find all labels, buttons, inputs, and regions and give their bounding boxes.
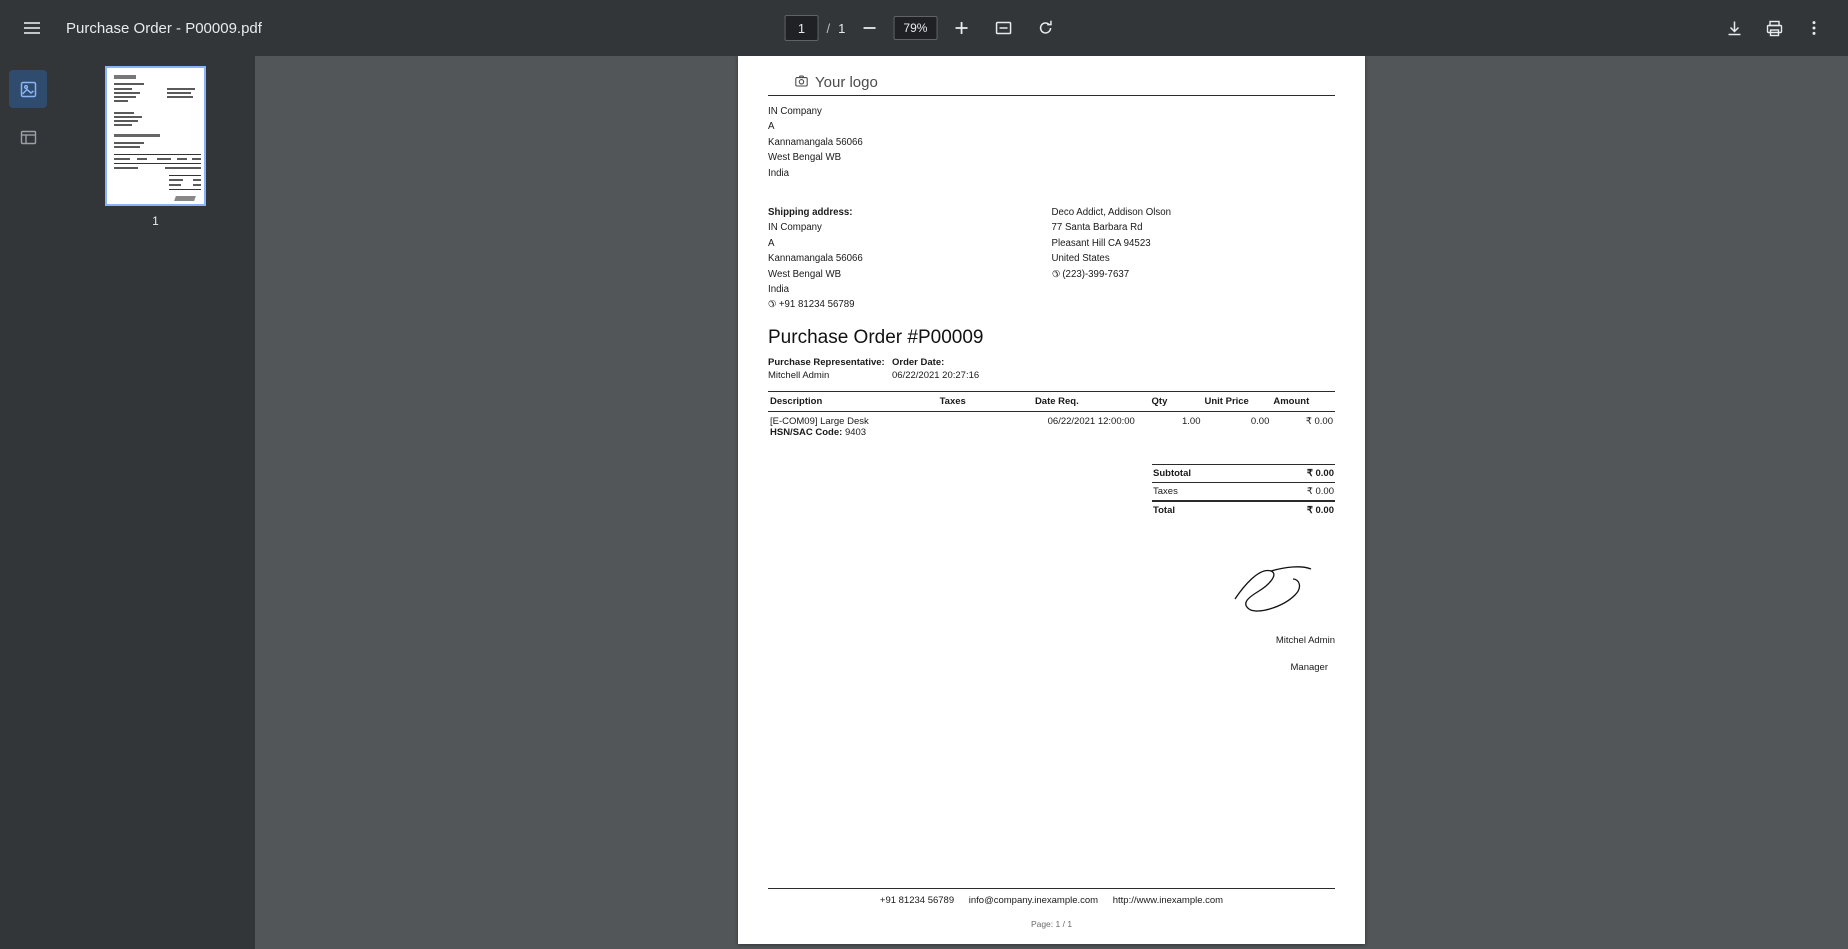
- item-hsn: [770, 427, 936, 438]
- totals-block: [1152, 464, 1335, 519]
- footer-website: http://www.inexample.com: [1112, 895, 1224, 906]
- toolbar-right-group: [1716, 10, 1848, 46]
- document-title: Purchase Order - P00009.pdf: [66, 19, 262, 37]
- line-items-table: [768, 391, 1335, 442]
- customer-address-block: [1052, 205, 1336, 313]
- th-date-req: Date Req.: [1033, 391, 1150, 411]
- address-columns: [768, 205, 1335, 313]
- customer-line: Deco Addict, Addison Olson: [1051, 207, 1172, 219]
- customer-line: United States: [1051, 253, 1110, 265]
- th-taxes: Taxes: [938, 391, 1033, 411]
- signature-image: [1215, 561, 1335, 621]
- zoom-level-value[interactable]: 79%: [893, 16, 937, 40]
- signature-block: [1152, 561, 1335, 673]
- print-icon[interactable]: [1756, 10, 1792, 46]
- customer-phone-row: [1052, 267, 1336, 282]
- pdf-viewer-canvas[interactable]: [255, 56, 1848, 949]
- footer-page-number: Page: 1 / 1: [1030, 919, 1073, 929]
- document-outline-icon[interactable]: [9, 118, 47, 156]
- shipping-line: West Bengal WB: [768, 268, 842, 280]
- cell-unit-price: 0.00: [1250, 415, 1270, 427]
- total-row: [1152, 501, 1335, 519]
- signature-name: Mitchel Admin: [1275, 634, 1335, 646]
- taxes-row: [1152, 483, 1335, 501]
- logo-text: Your logo: [815, 74, 878, 91]
- cell-description: [768, 411, 938, 442]
- cell-taxes: [938, 411, 1033, 442]
- subtotal-label: Subtotal: [1153, 467, 1191, 479]
- more-vertical-icon[interactable]: [1796, 10, 1832, 46]
- order-meta-values: [768, 370, 1335, 381]
- thumbnail-panel: [56, 56, 255, 949]
- toolbar-left-group: [0, 10, 300, 46]
- shipping-line: Kannamangala 56066: [768, 253, 863, 265]
- customer-phone: (223)-399-7637: [1062, 268, 1130, 280]
- total-label: Total: [1153, 504, 1175, 516]
- page-navigation: [785, 15, 846, 41]
- zoom-out-icon[interactable]: [851, 10, 887, 46]
- order-meta-labels: [768, 357, 1335, 368]
- side-rail: [0, 56, 56, 949]
- table-row: [768, 411, 1335, 442]
- customer-line: Pleasant Hill CA 94523: [1051, 237, 1151, 249]
- thumbnail-view-icon[interactable]: [9, 70, 47, 108]
- rotate-icon[interactable]: [1027, 10, 1063, 46]
- order-date-value: 06/22/2021 20:27:16: [892, 369, 980, 381]
- camera-icon: [795, 75, 808, 90]
- company-line: West Bengal WB: [768, 152, 842, 164]
- customer-line: 77 Santa Barbara Rd: [1051, 222, 1143, 234]
- th-amount: Amount: [1271, 391, 1335, 411]
- company-logo: [768, 56, 1335, 91]
- shipping-line: IN Company: [768, 222, 822, 234]
- th-description: Description: [768, 391, 938, 411]
- order-date-label: Order Date:: [892, 356, 945, 368]
- page-footer: [768, 888, 1335, 906]
- fit-to-page-icon[interactable]: [985, 10, 1021, 46]
- cell-qty: 1.00: [1182, 415, 1201, 427]
- taxes-value: ₹ 0.00: [1306, 485, 1334, 497]
- cell-date-req: 06/22/2021 12:00:00: [1047, 415, 1135, 427]
- shipping-address-block: [768, 205, 1052, 313]
- page-number-input[interactable]: [785, 15, 819, 41]
- thumbnail-page-1[interactable]: [105, 66, 206, 206]
- page-separator: /: [826, 20, 831, 36]
- item-description: [E-COM09] Large Desk: [770, 415, 869, 427]
- th-unit-price: Unit Price: [1203, 391, 1272, 411]
- cell-amount: ₹ 0.00: [1305, 415, 1333, 427]
- footer-email: info@company.inexample.com: [968, 895, 1099, 906]
- header-divider: [768, 95, 1335, 96]
- company-address: [768, 104, 1335, 181]
- shipping-line: India: [768, 284, 790, 296]
- signature-role: Manager: [1290, 661, 1328, 673]
- footer-phone: +91 81234 56789: [879, 895, 955, 906]
- download-icon[interactable]: [1716, 10, 1752, 46]
- rep-value: Mitchell Admin: [768, 369, 830, 381]
- phone-icon: ✆: [768, 299, 777, 311]
- total-value: ₹ 0.00: [1306, 504, 1334, 516]
- toolbar-center-group: [785, 10, 1064, 46]
- zoom-in-icon[interactable]: [943, 10, 979, 46]
- purchase-order-title: Purchase Order #P00009: [768, 326, 984, 348]
- shipping-heading: Shipping address:: [768, 207, 853, 219]
- company-line: Kannamangala 56066: [768, 136, 863, 148]
- hamburger-menu-icon[interactable]: [14, 10, 50, 46]
- shipping-line: A: [768, 237, 775, 249]
- pdf-page: [738, 56, 1365, 944]
- th-qty: Qty: [1150, 391, 1203, 411]
- subtotal-value: ₹ 0.00: [1306, 467, 1334, 479]
- phone-icon: ✆: [1051, 268, 1060, 280]
- viewer-body: [0, 56, 1848, 949]
- thumbnail-item[interactable]: [105, 66, 206, 228]
- company-line: A: [768, 121, 775, 133]
- thumbnail-label: 1: [152, 214, 159, 228]
- taxes-label: Taxes: [1153, 485, 1178, 497]
- table-header-row: [768, 391, 1335, 411]
- rep-label: Purchase Representative:: [768, 356, 885, 368]
- pdf-toolbar: [0, 0, 1848, 56]
- shipping-phone: +91 81234 56789: [778, 299, 855, 311]
- company-line: India: [768, 167, 790, 179]
- company-line: IN Company: [768, 106, 822, 117]
- page-count: 1: [838, 20, 846, 36]
- shipping-phone-row: [768, 297, 1052, 312]
- subtotal-row: [1152, 464, 1335, 483]
- hsn-value: 9403: [844, 426, 867, 438]
- hsn-label: HSN/SAC Code:: [770, 426, 843, 438]
